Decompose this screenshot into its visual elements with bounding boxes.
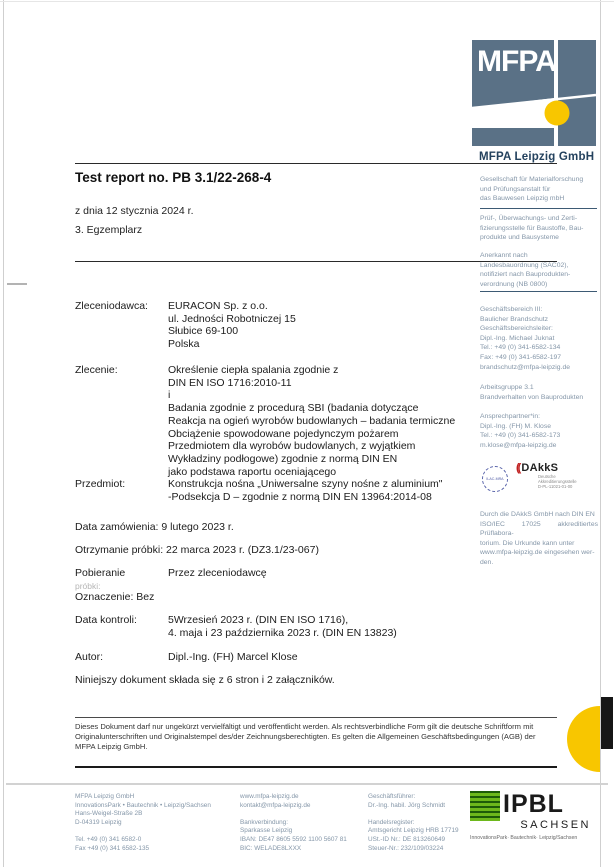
- dakks-sub-text: Deutsche Akkreditierungsstelle D-PL-11021-01-00: [538, 474, 577, 489]
- field-value: EURACON Sp. z o.o. ul. Jedności Robotniczej 15 Słubice 69-100 Polska: [168, 300, 296, 351]
- footer-separator: [6, 783, 608, 785]
- disclaimer-rule-top: [75, 717, 557, 718]
- sidebar-working-group: Arbeitsgruppe 3.1 Brandverhalten von Bauprodukten: [480, 384, 584, 401]
- footer-contact-bank-column: www.mfpa-leipzig.de kontakt@mfpa-leipzig.de Bankverbindung: Sparkasse Leipzig IBAN: DE47 8605 5592 1100 5607 81 BIC: WELADE8LXXX: [240, 793, 347, 852]
- field-author: [75, 651, 557, 664]
- dakks-wordmark: DAkkS: [521, 462, 559, 474]
- footer-legal-column: Geschäftsführer: Dr.-Ing. habil. Jörg Schmidt Handelsregister: Amtsgericht Leipzig HRB 17719 USt.-ID Nr.: DE 813260649 Steuer-Nr.: 232/109/03224: [368, 793, 459, 852]
- sidebar-divider: [480, 208, 597, 209]
- mfpa-logo-graphic: [472, 40, 596, 146]
- field-designation: Oznaczenie: Bez: [75, 591, 155, 603]
- sidebar-company-description: Gesellschaft für Materialforschung und Prüfungsanstalt für das Bauwesen Leipzig mbH: [480, 176, 584, 203]
- field-test-dates: [75, 614, 557, 639]
- report-title: Test report no. PB 3.1/22-268-4: [75, 170, 272, 185]
- disclaimer-rule-bottom: [75, 766, 557, 768]
- fold-mark: [7, 283, 27, 285]
- sidebar-contact-person: Ansprechpartner*in: Dipl.-Ing. (FH) M. Klose Tel.: +49 (0) 341-6582-173 m.klose@mfpa-leipzig.de: [480, 413, 561, 449]
- mfpa-logo: [472, 40, 596, 146]
- ilac-mra-logo: ILAC-MRA: [482, 466, 508, 492]
- company-name: MFPA Leipzig GmbH: [479, 151, 595, 163]
- field-label: Autor:: [75, 651, 104, 663]
- registration-black-mark: [601, 697, 613, 749]
- page-edge-left: [3, 0, 4, 867]
- report-date: z dnia 12 stycznia 2024 r.: [75, 205, 194, 217]
- logo-yellow-dot: [545, 101, 570, 126]
- dakks-arcs-icon: ((: [516, 462, 520, 474]
- field-label: Data kontroli:: [75, 614, 137, 626]
- field-value: Dipl.-Ing. (FH) Marcel Klose: [168, 651, 298, 663]
- sidebar-divider: [480, 291, 597, 292]
- ipbl-region: SACHSEN: [520, 819, 591, 831]
- page-edge-top: [0, 1, 614, 2]
- field-order-date: Data zamówienia: 9 lutego 2023 r.: [75, 521, 234, 533]
- disclaimer-text: Dieses Dokument darf nur ungekürzt vervielfältigt und veröffentlicht werden. Als rechtsverbindliche Form gilt die deutsche Schriftform mit Originalunterschriften und Originalstempel des/der Zeichnungsberechtigten. Es gelten die Allgemeinen Geschäftsbedingungen (AGB) der MFPA Leipzig GmbH.: [75, 722, 536, 751]
- title-rule-top: [75, 163, 557, 164]
- field-label: Przedmiot:: [75, 478, 126, 490]
- sidebar-department-info: Geschäftsbereich III: Baulicher Brandschutz Geschäftsbereichsleiter: Dipl.-Ing. Michael Juknat Tel.: +49 (0) 341-6582-134 Fax: +49 (0) 341-6582-197 brandschutz@mfpa-leipzig.de: [480, 306, 571, 371]
- footer-address-column: MFPA Leipzig GmbH InnovationsPark • Bautechnik • Leipzig/Sachsen Hans-Weigel-Straße 2B D-04319 Leipzig Tel. +49 (0) 341 6582-0 Fax +49 (0) 341 6582-135: [75, 793, 211, 852]
- title-rule-bottom: [75, 261, 557, 262]
- ipbl-tagline: InnovationsPark· Bautechnik· Leipzig/Sachsen: [470, 835, 578, 841]
- field-label: Zlecenie:: [75, 364, 118, 376]
- report-copy-number: 3. Egzemplarz: [75, 224, 143, 236]
- sidebar-certification-body: Prüf-, Überwachungs- und Zerti- fizierungsstelle für Baustoffe, Bau- produkte und Bausysteme: [480, 215, 584, 242]
- sidebar-accreditation-note: Anerkannt nach Landesbauordnung (SAC02), notifiziert nach Bauprodukten- verordnung (NB 0800): [480, 252, 571, 288]
- field-value: Określenie ciepła spalania zgodnie z DIN EN ISO 1716:2010-11 i Badania zgodnie z procedurą SBI (badania dotyczące Reakcja na ogień wyrobów budowlanych – badania termiczne Obciążenie spowodowane pojedynczym pożarem Przedmiotem dla wyrobów budowlanych, z wyjątkiem Wykładziny podłogowe) zgodnie z normą DIN EN jako podstawa raportu oceniającego: [168, 364, 456, 478]
- document-pages-note: Niniejszy dokument składa się z 6 stron i 2 załączników.: [75, 674, 335, 686]
- sidebar-dakks-accreditation-text: Durch die DAkkS GmbH nach DIN EN ISO/IEC 17025 akkreditiertes Prüflabora- torium. Die Urkunde kann unter www.mfpa-leipzig.de eingesehen wer- den.: [480, 511, 598, 566]
- field-label: Pobieranie próbki:: [75, 567, 126, 591]
- field-value: Przez zleceniodawcę: [168, 567, 267, 579]
- ipbl-wordmark: IPBL: [503, 790, 564, 818]
- field-label: Zleceniodawca:: [75, 300, 148, 312]
- field-value: 5Wrzesień 2023 r. (DIN EN ISO 1716), 4. maja i 23 października 2023 r. (DIN EN 13823): [168, 614, 397, 639]
- field-sampling: [75, 567, 557, 592]
- field-order: [75, 364, 557, 478]
- ipbl-green-stripes-icon: [470, 791, 500, 821]
- field-sample-received: Otrzymanie próbki: 22 marca 2023 r. (DZ3.1/23-067): [75, 544, 319, 556]
- field-subject: [75, 478, 557, 503]
- ipbl-sachsen-logo: [470, 791, 594, 841]
- field-client: [75, 300, 557, 351]
- yellow-semicircle-decoration: [567, 706, 600, 772]
- logo-wordmark: MFPA: [477, 45, 556, 78]
- field-value: Konstrukcja nośna „Uniwersalne szyny nośne z aluminium" -Podsekcja D – zgodnie z normą DIN EN 13964:2014-08: [168, 478, 443, 503]
